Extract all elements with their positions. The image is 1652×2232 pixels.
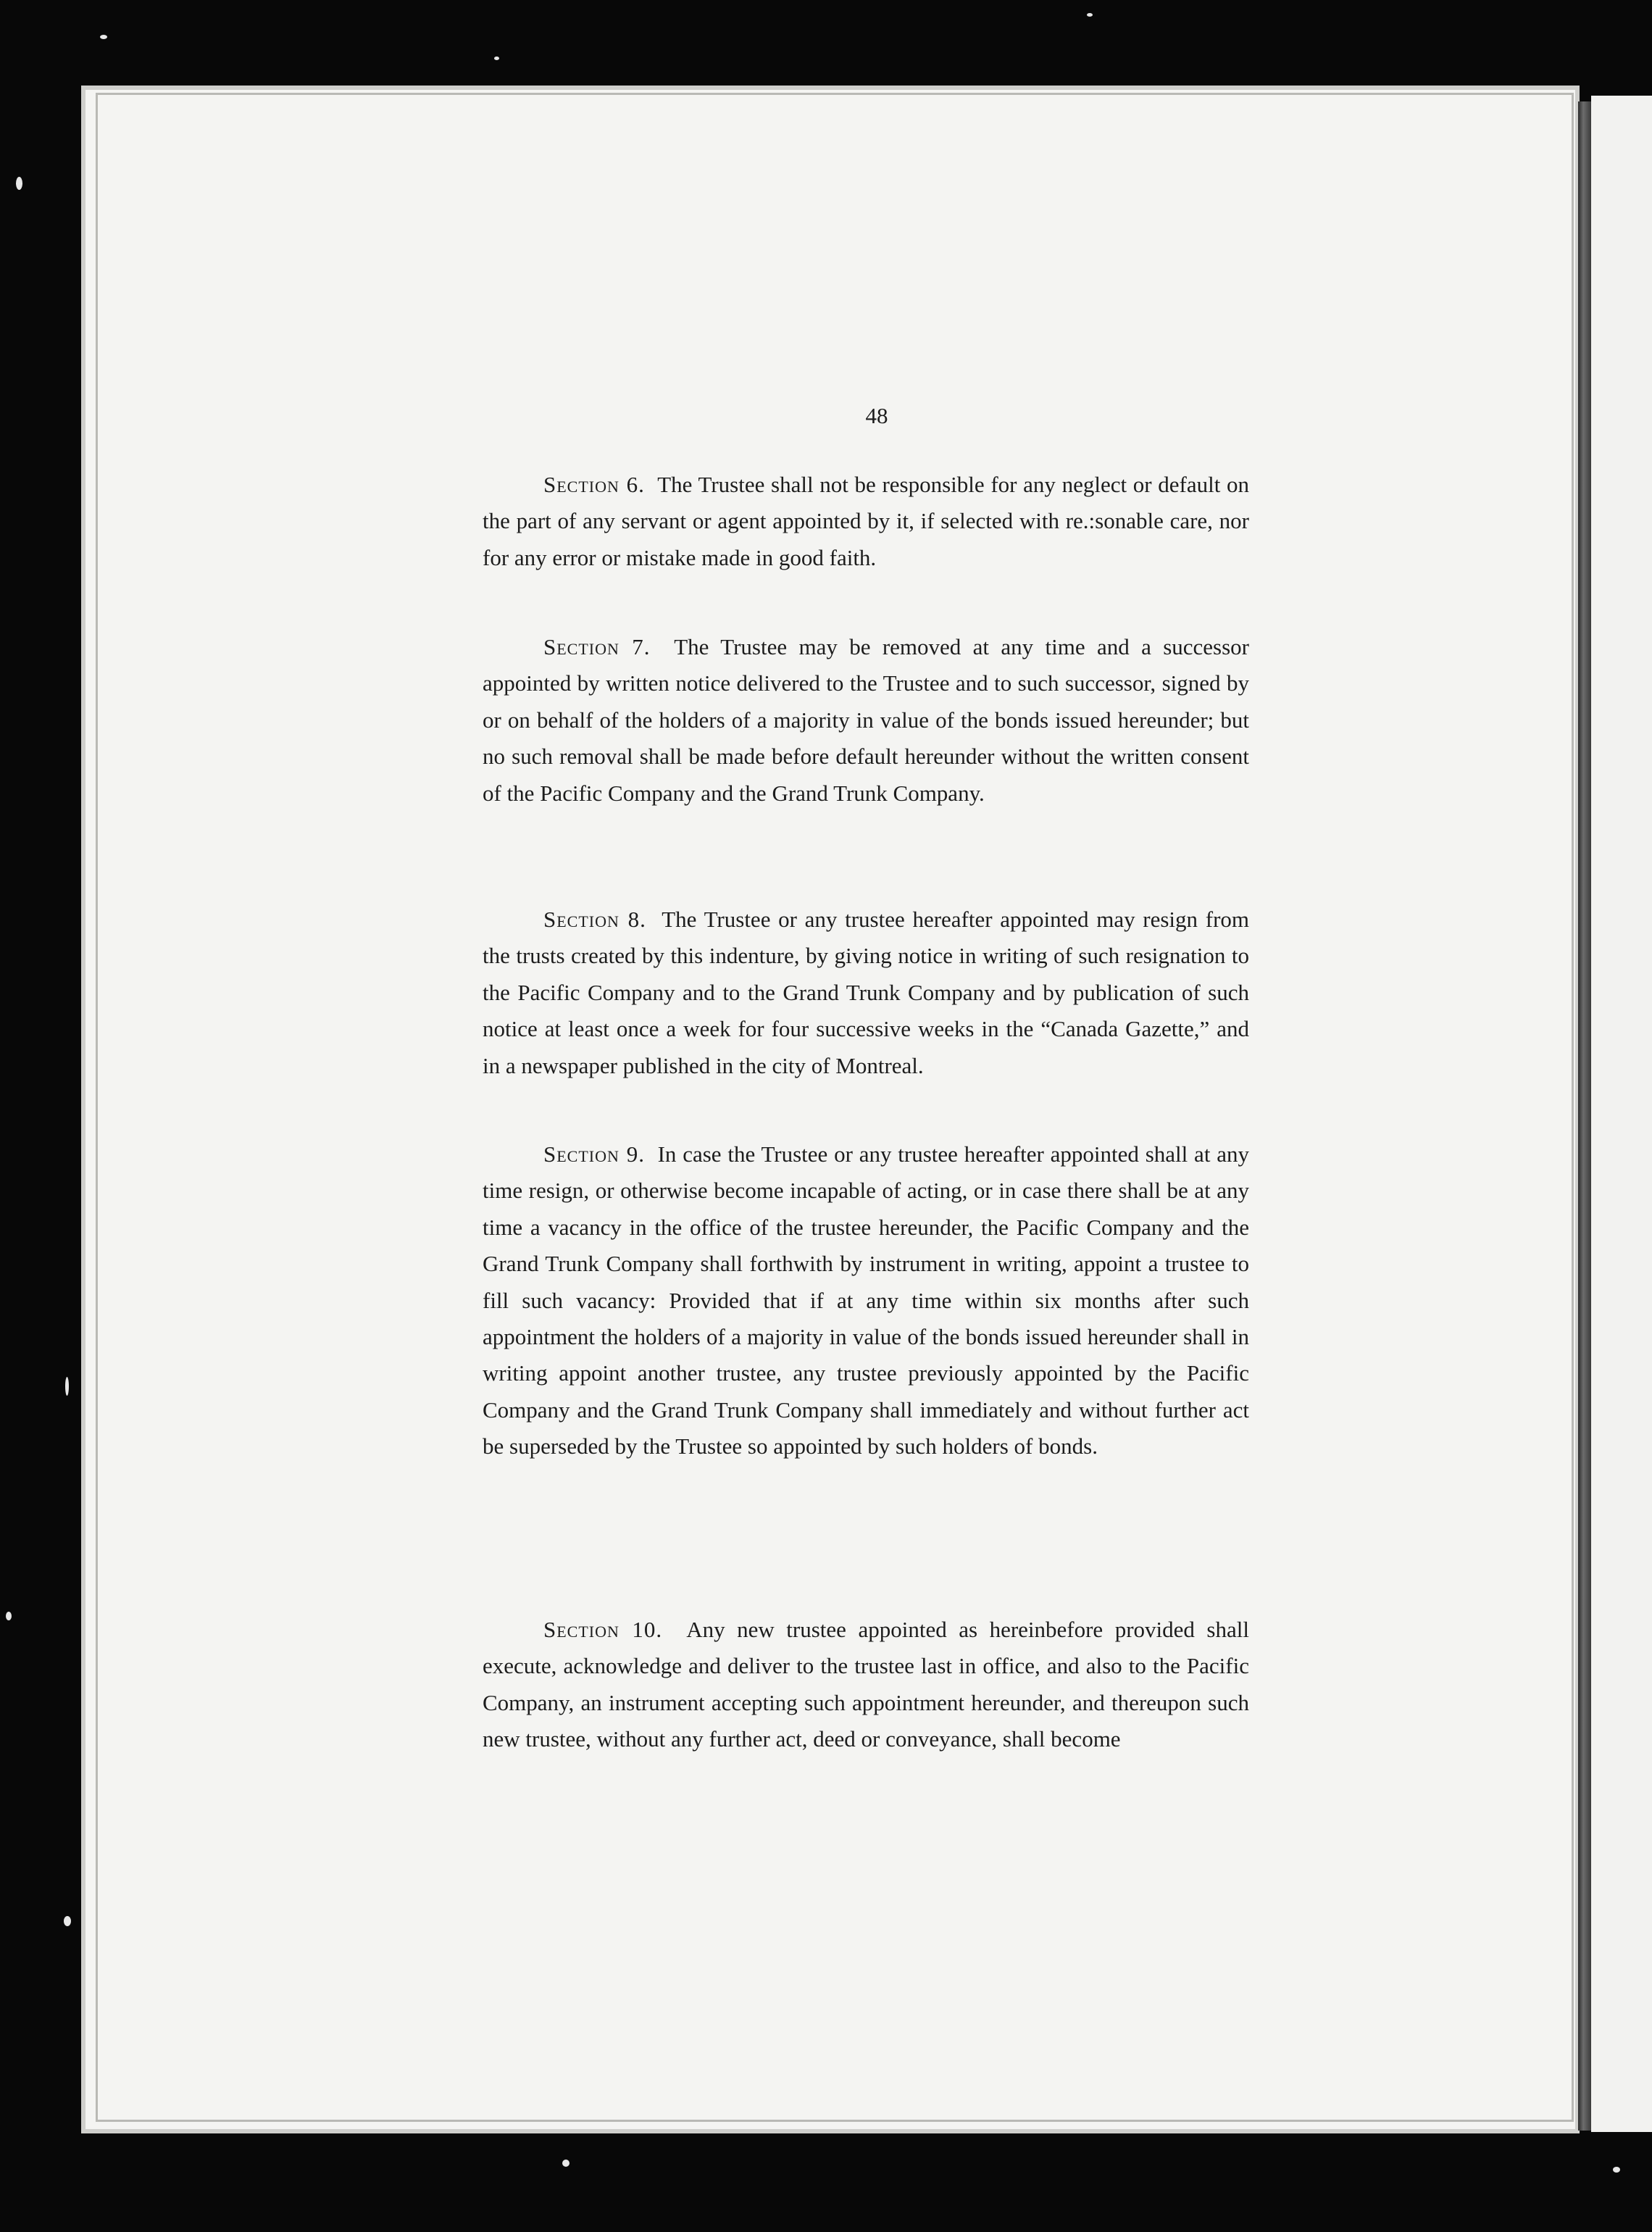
section-text: The Trustee may be removed at any time and a successor appointed by written notice delivered to the Trustee and to such successor, signed by or on behalf of the holders of a majority in value of the bonds issued hereunder; but no such removal shall be made before default hereunder without the written consent of the Pacific Company and the Grand Trunk Company. [483, 634, 1249, 806]
speckle [1613, 2167, 1620, 2173]
binding-shadow [1578, 101, 1591, 2131]
speckle [494, 57, 499, 60]
speckle [64, 1916, 71, 1926]
speckle [100, 35, 107, 39]
section-label: Section 7. [543, 634, 651, 659]
adjacent-page-edge [1591, 96, 1652, 2132]
page-number: 48 [865, 403, 888, 428]
speckle [1087, 13, 1093, 17]
page-sheet [81, 86, 1580, 2133]
section-text: The Trustee shall not be responsible for any neglect or default on the part of any servant or agent appointed by it, if selected with re.:sonable care, nor for any error or mistake made in good faith. [483, 472, 1250, 570]
section-text: Any new trustee appointed as hereinbefore provided shall execute, acknowledge and deliver to the trustee last in office, and also to the Pacific Company, an instrument accepting such appointment hereunder, and thereupon such new trustee, without any further act, deed or conveyance, shall become [483, 1617, 1249, 1752]
section-7-paragraph [483, 629, 1249, 812]
speckle [6, 1612, 12, 1620]
speckle [65, 1377, 69, 1396]
section-text: In case the Trustee or any trustee hereafter appointed shall at any time resign, or otherwise become incapable of acting, or in case there shall be at any time a vacancy in the office of the trustee hereunder, the Pacific Company and the Grand Trunk Company shall forthwith by instrument in writing, appoint a trustee to fill such vacancy: Provided that if at any time within six months after such appointment the holders of a majority in value of the bonds issued hereunder shall in writing appoint another trustee, any trustee previously appointed by the Pacific Company and the Grand Trunk Company shall immediately and without further act be superseded by the Trustee so appointed by such holders of bonds. [483, 1141, 1249, 1459]
section-label: Section 8. [543, 907, 646, 932]
section-label: Section 6. [543, 472, 645, 497]
section-8-paragraph [483, 901, 1249, 1084]
section-label: Section 10. [543, 1617, 663, 1642]
section-10-paragraph [483, 1612, 1249, 1758]
section-9-paragraph [483, 1136, 1249, 1465]
section-6-paragraph [483, 467, 1249, 576]
section-label: Section 9. [543, 1141, 645, 1167]
speckle [16, 177, 22, 190]
section-text: The Trustee or any trustee hereafter appointed may resign from the trusts created by this indenture, by giving notice in writing of such resignation to the Pacific Company and to the Grand Trunk Company and by publication of such notice at least once a week for four successive weeks in the “Canada Gazette,” and in a newspaper published in the city of Montreal. [483, 907, 1249, 1078]
speckle [562, 2160, 570, 2167]
